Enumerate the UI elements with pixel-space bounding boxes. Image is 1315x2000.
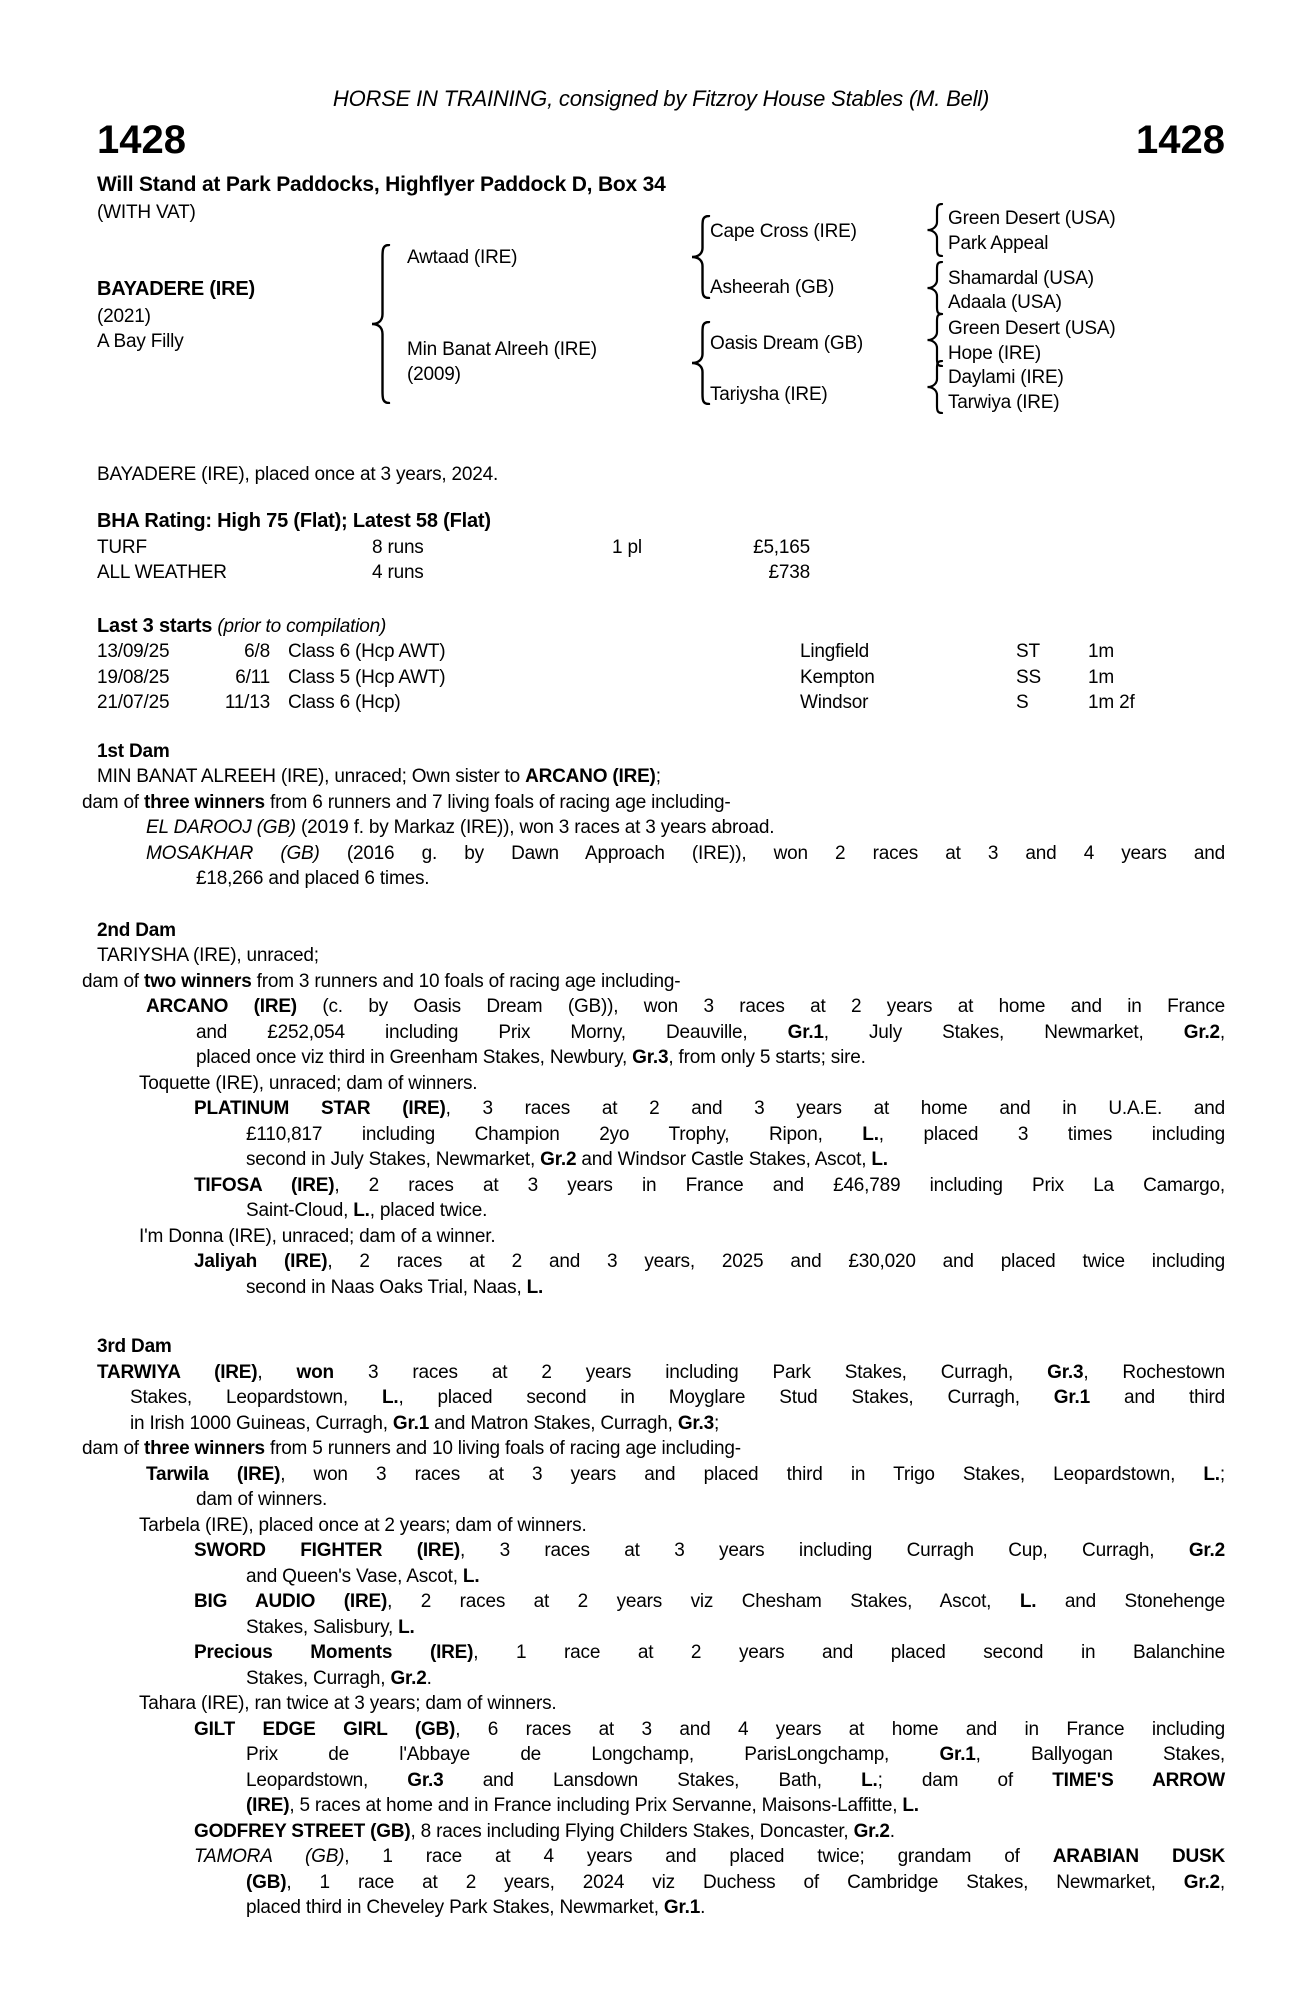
pedigree-brace-small-icon: [924, 203, 946, 257]
text-run: , from only 5 starts; sire.: [668, 1047, 866, 1068]
dam-paragraph: [97, 1360, 1225, 1437]
start-course: Lingfield: [800, 641, 869, 662]
text-run: Gr.3: [1047, 1361, 1084, 1383]
text-run: (GB): [246, 1871, 287, 1893]
runs-value: 4 runs: [372, 562, 424, 583]
record-row-turf: [97, 535, 1225, 561]
text-run: and Windsor Castle Stakes, Ascot,: [576, 1149, 872, 1170]
great-granddam-name: Tarwiya (IRE): [948, 391, 1060, 413]
text-run: L.: [381, 1387, 399, 1408]
dam-paragraph: [97, 1224, 1225, 1250]
text-run: dam of: [82, 970, 144, 992]
text-line: [146, 1462, 1225, 1488]
pedigree-brace-small-icon: [924, 313, 946, 367]
great-grandsire-name: Shamardal (USA): [948, 267, 1094, 289]
text-run: from 3 runners and 10 foals of racing age including-: [251, 970, 681, 992]
text-run: and Stonehenge: [1036, 1591, 1225, 1612]
start-going: ST: [1016, 641, 1040, 662]
text-run: , placed second in Moyglare Stud Stakes, Curragh,: [398, 1387, 1054, 1408]
text-run: , 5 races at home and in France including Prix Servanne, Maisons-Laffitte,: [289, 1795, 903, 1816]
text-run: , 3 races at 2 and 3 years at home and in U.A.E. and: [445, 1098, 1226, 1119]
text-run: Gr.3: [677, 1412, 714, 1434]
text-run: , 1 race at 2 years and placed second in Balanchine: [473, 1642, 1226, 1663]
text-run: and £252,054 including Prix Morny, Deauville,: [196, 1021, 788, 1043]
text-line: [82, 790, 1225, 816]
text-run: L.: [1019, 1591, 1037, 1612]
text-run: dam of winners.: [196, 1489, 328, 1510]
text-run: and third: [1089, 1387, 1225, 1408]
dam-paragraph: [82, 790, 1225, 816]
horse-description: A Bay Filly: [97, 330, 184, 352]
text-run: Gr.1: [392, 1412, 430, 1434]
text-line: [97, 1360, 1225, 1386]
text-run: and Matron Stakes, Curragh,: [429, 1412, 678, 1434]
record-row-all-weather: [97, 560, 1225, 586]
text-run: (IRE): [246, 1795, 290, 1816]
grandsire-name: Oasis Dream (GB): [710, 332, 864, 354]
last-starts-title: Last 3 starts: [97, 614, 213, 637]
text-line: [194, 1819, 1225, 1845]
horse-year: (2021): [97, 305, 151, 327]
text-run: , 2 races at 2 years viz Chesham Stakes, Ascot,: [387, 1591, 1020, 1612]
vat-note: (WITH VAT): [97, 201, 196, 223]
text-run: ARCANO (IRE): [525, 766, 656, 787]
text-run: ;: [1219, 1463, 1225, 1485]
start-position: 6/8: [244, 641, 270, 662]
sire-name: Awtaad (IRE): [407, 246, 518, 268]
text-line: [194, 1717, 1225, 1743]
dam-paragraph: [97, 1462, 1225, 1513]
text-run: , 1 race at 4 years and placed twice; grandam of: [344, 1846, 1053, 1867]
text-run: ,: [1219, 1021, 1225, 1043]
text-run: TARIYSHA (IRE), unraced;: [97, 945, 319, 966]
earnings-value: £738: [768, 562, 810, 583]
text-run: ,: [257, 1361, 297, 1383]
text-run: L.: [353, 1200, 370, 1221]
text-run: placed third in Cheveley Park Stakes, Newmarket,: [246, 1897, 664, 1918]
start-date: 19/08/25: [97, 666, 170, 688]
text-run: £110,817 including Champion 2yo Trophy, Ripon,: [246, 1123, 863, 1145]
great-grandsire-name: Daylami (IRE): [948, 366, 1064, 388]
dam-name: Min Banat Alreeh (IRE): [407, 338, 597, 360]
great-granddam-name: Hope (IRE): [948, 342, 1042, 364]
start-row: [97, 690, 1225, 716]
dam-paragraph: [97, 815, 1225, 841]
text-run: Stakes, Leopardstown,: [130, 1387, 382, 1408]
start-position: 6/11: [235, 666, 270, 688]
text-run: , July Stakes, Newmarket,: [823, 1021, 1184, 1043]
text-run: second in Naas Oaks Trial, Naas,: [246, 1276, 527, 1298]
section-heading: 2nd Dam: [97, 919, 176, 941]
text-run: Prix de l'Abbaye de Longchamp, ParisLongchamp,: [246, 1744, 940, 1765]
text-run: SWORD FIGHTER (IRE): [194, 1540, 461, 1561]
text-run: .: [889, 1820, 895, 1842]
runs-value: 8 runs: [372, 536, 424, 558]
start-course: Kempton: [800, 666, 875, 688]
text-run: , 6 races at 3 and 4 years at home and in France including: [455, 1718, 1226, 1740]
consignor-note: HORSE IN TRAINING, consigned by Fitzroy House Stables (M. Bell): [332, 86, 990, 111]
dam-section: [82, 918, 1226, 1301]
section-heading: 3rd Dam: [97, 1336, 172, 1357]
dam-paragraph: [97, 1249, 1225, 1300]
text-line: [130, 1385, 1225, 1411]
surface-label: TURF: [97, 536, 147, 558]
dam-paragraph: [97, 1071, 1225, 1097]
text-line: [246, 1564, 1225, 1590]
text-run: TIFOSA (IRE): [194, 1174, 335, 1196]
text-line: [196, 1487, 1225, 1513]
lot-number-right: 1428: [1136, 118, 1225, 162]
text-run: , 1 race at 2 years, 2024 viz Duchess of Cambridge Stakes, Newmarket,: [286, 1871, 1184, 1893]
text-run: Tahara (IRE), ran twice at 3 years; dam of winners.: [139, 1693, 557, 1714]
text-run: ;: [655, 766, 661, 787]
text-run: TIME'S ARROW: [1052, 1769, 1226, 1791]
text-line: [246, 1122, 1225, 1148]
text-run: ARABIAN DUSK: [1052, 1846, 1225, 1867]
great-granddam-name: Park Appeal: [948, 232, 1049, 254]
start-race: Class 6 (Hcp): [288, 692, 401, 713]
text-run: L.: [526, 1276, 544, 1298]
dam-paragraph: [97, 994, 1225, 1071]
text-run: dam of: [82, 791, 144, 813]
start-distance: 1m: [1088, 641, 1114, 662]
start-row: [97, 639, 1225, 665]
race-summary: BAYADERE (IRE), placed once at 3 years, 2024.: [97, 463, 499, 485]
text-run: TAMORA (GB): [194, 1846, 345, 1867]
text-run: Gr.2: [853, 1820, 890, 1842]
start-date: 21/07/25: [97, 692, 170, 713]
horse-name: BAYADERE (IRE): [97, 277, 255, 300]
text-run: second in July Stakes, Newmarket,: [246, 1149, 541, 1170]
text-run: Jaliyah (IRE): [194, 1251, 328, 1272]
text-line: [82, 1436, 1225, 1462]
text-run: ; dam of: [877, 1769, 1053, 1791]
text-run: (2016 g. by Dawn Approach (IRE)), won 2 races at 3 and 4 years and: [319, 842, 1226, 864]
dam-paragraph: [97, 1640, 1225, 1691]
text-run: in Irish 1000 Guineas, Curragh,: [130, 1412, 393, 1434]
text-line: [146, 994, 1225, 1020]
text-run: Tarbela (IRE), placed once at 2 years; dam of winners.: [139, 1514, 587, 1536]
text-run: Stakes, Curragh,: [246, 1667, 391, 1689]
dam-paragraph: [82, 1436, 1225, 1462]
text-run: Precious Moments (IRE): [194, 1642, 474, 1663]
text-line: [246, 1742, 1225, 1768]
text-run: .: [426, 1667, 432, 1689]
grandsire-name: Cape Cross (IRE): [710, 220, 857, 242]
text-line: [246, 1275, 1225, 1301]
last-starts-subtitle: (prior to compilation): [217, 615, 387, 637]
dam-section: [82, 1334, 1226, 1921]
text-run: Tarwila (IRE): [146, 1463, 281, 1485]
pedigree-brace-small-icon: [924, 360, 946, 414]
dam-paragraph: [97, 1538, 1225, 1589]
text-run: L.: [1203, 1463, 1220, 1485]
text-line: [82, 969, 1225, 995]
text-line: [196, 866, 1225, 892]
text-run: from 6 runners and 7 living foals of racing age including-: [264, 791, 731, 813]
text-run: Gr.1: [939, 1744, 976, 1765]
text-run: GILT EDGE GIRL (GB): [194, 1718, 456, 1740]
text-run: MOSAKHAR (GB): [146, 842, 320, 864]
text-run: , 2 races at 2 and 3 years, 2025 and £30,020 and placed twice including: [327, 1251, 1225, 1272]
dam-paragraph: [97, 1819, 1225, 1845]
text-run: , 8 races including Flying Childers Stakes, Doncaster,: [410, 1820, 854, 1842]
text-run: Gr.1: [663, 1897, 701, 1918]
start-race: Class 6 (Hcp AWT): [288, 641, 446, 662]
text-line: [194, 1589, 1225, 1615]
dam-paragraph: [97, 1173, 1225, 1224]
text-run: 3 races at 2 years including Park Stakes, Curragh,: [333, 1361, 1048, 1383]
placed-value: 1 pl: [612, 536, 642, 558]
text-line: [196, 1045, 1225, 1071]
granddam-name: Tariysha (IRE): [710, 383, 828, 405]
pedigree-brace-large-icon: [369, 244, 393, 404]
pedigree-brace-small-icon: [924, 261, 946, 315]
text-run: , 2 races at 3 years in France and £46,789 including Prix La Camargo,: [334, 1174, 1225, 1196]
text-line: [97, 943, 1225, 969]
dam-section: [82, 739, 1226, 892]
text-line: [246, 1768, 1225, 1794]
text-run: ;: [713, 1412, 720, 1434]
start-distance: 1m 2f: [1088, 692, 1135, 713]
text-run: Leopardstown,: [246, 1769, 408, 1791]
lot-number-left: 1428: [97, 118, 186, 162]
lot-number-row: [97, 118, 1225, 164]
great-grandsire-name: Green Desert (USA): [948, 207, 1116, 229]
text-line: [97, 764, 1225, 790]
earnings-value: £5,165: [753, 536, 810, 558]
text-run: three winners: [143, 791, 265, 813]
text-run: Gr.2: [1183, 1871, 1220, 1893]
start-row: [97, 665, 1225, 691]
text-line: [139, 1691, 1225, 1717]
text-run: , won 3 races at 3 years and placed third in Trigo Stakes, Leopardstown,: [280, 1463, 1204, 1485]
start-going: S: [1016, 692, 1029, 713]
text-run: Gr.2: [540, 1149, 577, 1170]
text-run: L.: [462, 1565, 480, 1587]
start-distance: 1m: [1088, 666, 1114, 688]
dam-paragraph: [97, 1096, 1225, 1173]
text-run: ,: [1219, 1871, 1225, 1893]
text-run: .: [700, 1897, 706, 1918]
text-run: MIN BANAT ALREEH (IRE), unraced; Own sister to: [97, 766, 526, 787]
text-run: I'm Donna (IRE), unraced; dam of a winner.: [139, 1225, 496, 1247]
text-line: [196, 1020, 1225, 1046]
dam-paragraph: [97, 841, 1225, 892]
text-run: Gr.3: [407, 1769, 444, 1791]
text-run: from 5 runners and 10 living foals of racing age including-: [264, 1438, 741, 1459]
text-line: [246, 1615, 1225, 1641]
text-run: L.: [398, 1616, 415, 1638]
text-run: EL DAROOJ (GB): [146, 817, 296, 838]
great-granddam-name: Adaala (USA): [948, 291, 1062, 313]
text-run: Gr.3: [632, 1047, 669, 1068]
text-line: [246, 1870, 1225, 1896]
text-line: [194, 1844, 1225, 1870]
text-run: two winners: [143, 970, 252, 992]
bha-rating: BHA Rating: High 75 (Flat); Latest 58 (Flat): [97, 510, 491, 532]
dam-sections: [82, 739, 1226, 1921]
text-run: (c. by Oasis Dream (GB)), won 3 races at 2 years at home and in France: [296, 996, 1226, 1017]
text-line: [194, 1096, 1225, 1122]
text-run: Gr.2: [1183, 1021, 1220, 1043]
dam-paragraph: [97, 1513, 1225, 1539]
text-run: Gr.2: [1188, 1540, 1225, 1561]
text-line: [130, 1411, 1225, 1437]
text-run: , 3 races at 3 years including Curragh Cup, Curragh,: [460, 1540, 1189, 1561]
start-going: SS: [1016, 666, 1041, 688]
start-date: 13/09/25: [97, 641, 170, 662]
text-run: L.: [871, 1149, 888, 1170]
text-line: [246, 1666, 1225, 1692]
text-run: PLATINUM STAR (IRE): [194, 1098, 446, 1119]
text-line: [246, 1895, 1225, 1921]
dam-paragraph: [82, 969, 1225, 995]
text-run: placed once viz third in Greenham Stakes, Newbury,: [196, 1047, 633, 1068]
text-run: Gr.1: [787, 1021, 824, 1043]
text-run: L.: [862, 1123, 879, 1145]
text-run: won: [296, 1361, 334, 1383]
last-starts-heading: [97, 614, 1225, 640]
text-run: Gr.2: [390, 1667, 427, 1689]
text-line: [246, 1793, 1225, 1819]
text-run: , placed twice.: [369, 1200, 488, 1221]
dam-paragraph: [97, 1589, 1225, 1640]
great-grandsire-name: Green Desert (USA): [948, 317, 1116, 339]
text-line: [194, 1249, 1225, 1275]
dam-year: (2009): [407, 363, 461, 385]
section-heading: 1st Dam: [97, 740, 170, 762]
text-run: TARWIYA (IRE): [97, 1361, 258, 1383]
stand-location: Will Stand at Park Paddocks, Highflyer Paddock D, Box 34: [97, 173, 666, 196]
text-line: [146, 815, 1225, 841]
text-run: Gr.1: [1053, 1387, 1090, 1408]
text-line: [139, 1513, 1225, 1539]
text-line: [139, 1224, 1225, 1250]
text-run: Saint-Cloud,: [246, 1200, 354, 1221]
text-line: [246, 1198, 1225, 1224]
text-run: GODFREY STREET (GB): [194, 1820, 411, 1842]
dam-paragraph: [97, 1691, 1225, 1717]
surface-label: ALL WEATHER: [97, 562, 227, 583]
text-line: [146, 841, 1225, 867]
text-run: three winners: [143, 1438, 265, 1459]
text-run: L.: [861, 1769, 878, 1791]
text-run: dam of: [82, 1438, 144, 1459]
text-line: [194, 1538, 1225, 1564]
dam-paragraph: [97, 1717, 1225, 1819]
text-run: , Rochestown: [1083, 1361, 1225, 1383]
text-run: , Ballyogan Stakes,: [975, 1744, 1225, 1765]
text-line: [246, 1147, 1225, 1173]
pedigree-chart: [97, 200, 1225, 432]
text-run: L.: [902, 1795, 919, 1816]
text-line: [194, 1173, 1225, 1199]
text-run: BIG AUDIO (IRE): [194, 1591, 388, 1612]
text-run: Toquette (IRE), unraced; dam of winners.: [139, 1072, 478, 1094]
text-run: £18,266 and placed 6 times.: [196, 868, 430, 889]
granddam-name: Asheerah (GB): [710, 276, 835, 298]
text-run: , placed 3 times including: [878, 1123, 1225, 1145]
text-run: and Lansdown Stakes, Bath,: [443, 1769, 862, 1791]
text-line: [194, 1640, 1225, 1666]
dam-paragraph: [97, 1844, 1225, 1921]
text-run: (2019 f. by Markaz (IRE)), won 3 races at 3 years abroad.: [295, 817, 775, 838]
dam-paragraph: [97, 943, 1225, 969]
text-run: ARCANO (IRE): [146, 996, 297, 1017]
text-run: Stakes, Salisbury,: [246, 1616, 399, 1638]
start-course: Windsor: [800, 692, 869, 713]
text-run: and Queen's Vase, Ascot,: [246, 1565, 463, 1587]
dam-paragraph: [97, 764, 1225, 790]
text-line: [139, 1071, 1225, 1097]
start-race: Class 5 (Hcp AWT): [288, 666, 446, 688]
start-position: 11/13: [224, 692, 270, 713]
